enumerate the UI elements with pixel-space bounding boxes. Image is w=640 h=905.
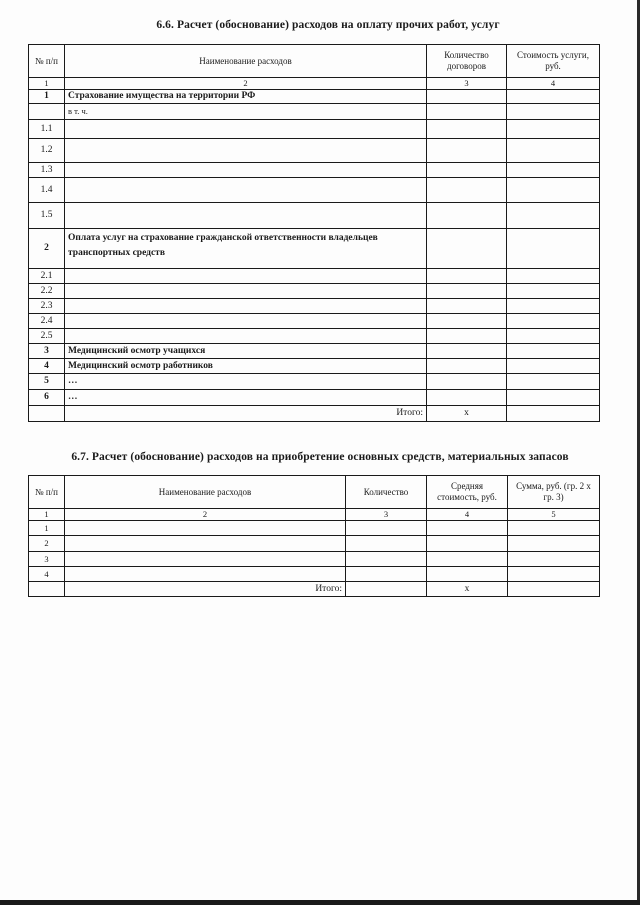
row-num: 4 <box>29 359 65 374</box>
row-name: Медицинский осмотр учащихся <box>65 344 427 359</box>
row-cost-cell[interactable] <box>507 299 600 314</box>
row-num: 1.4 <box>29 178 65 203</box>
row-count-cell[interactable] <box>427 139 507 163</box>
header-count: Количество договоров <box>427 45 507 78</box>
total-cost-cell[interactable] <box>507 406 600 422</box>
row-count-cell[interactable] <box>427 90 507 104</box>
total-count: x <box>427 406 507 422</box>
row-sum-cell[interactable] <box>508 536 600 552</box>
row-num <box>29 104 65 120</box>
row-name-cell[interactable] <box>65 178 427 203</box>
row-name-cell[interactable] <box>65 521 346 536</box>
total-qty-cell[interactable] <box>346 582 427 597</box>
col-number: 3 <box>346 509 427 521</box>
row-cost-cell[interactable] <box>507 269 600 284</box>
table-row <box>29 329 600 344</box>
row-num: 1.1 <box>29 120 65 139</box>
row-count-cell[interactable] <box>427 120 507 139</box>
row-sum-cell[interactable] <box>508 567 600 582</box>
row-cost-cell[interactable] <box>507 390 600 406</box>
col-number: 3 <box>427 78 507 90</box>
row-count-cell[interactable] <box>427 269 507 284</box>
row-qty-cell[interactable] <box>346 536 427 552</box>
row-cost-cell[interactable] <box>507 203 600 229</box>
row-cost-cell[interactable] <box>507 359 600 374</box>
row-num: 2.5 <box>29 329 65 344</box>
row-count-cell[interactable] <box>427 314 507 329</box>
row-name-cell[interactable] <box>65 163 427 178</box>
row-sum-cell[interactable] <box>508 521 600 536</box>
table-row <box>29 229 600 269</box>
table-row <box>29 178 600 203</box>
row-num: 1.2 <box>29 139 65 163</box>
row-num: 1.5 <box>29 203 65 229</box>
total-spacer <box>29 406 65 422</box>
table-row <box>29 284 600 299</box>
row-cost-cell[interactable] <box>507 120 600 139</box>
header-avg: Средняя стоимость, руб. <box>427 476 508 509</box>
row-cost-cell[interactable] <box>507 344 600 359</box>
table-header-row <box>29 45 600 78</box>
table-row <box>29 314 600 329</box>
row-count-cell[interactable] <box>427 390 507 406</box>
col-number: 5 <box>508 509 600 521</box>
row-num: 1 <box>29 90 65 104</box>
column-number-row <box>29 509 600 521</box>
row-name: Страхование имущества на территории РФ <box>65 90 427 104</box>
row-name-cell[interactable] <box>65 269 427 284</box>
row-name-cell[interactable] <box>65 314 427 329</box>
total-avg: x <box>427 582 508 597</box>
table-row <box>29 359 600 374</box>
row-num: 2.4 <box>29 314 65 329</box>
row-qty-cell[interactable] <box>346 552 427 567</box>
row-qty-cell[interactable] <box>346 521 427 536</box>
row-count-cell[interactable] <box>427 163 507 178</box>
row-cost-cell[interactable] <box>507 90 600 104</box>
row-name-cell[interactable] <box>65 329 427 344</box>
row-sum-cell[interactable] <box>508 552 600 567</box>
row-num: 4 <box>29 567 65 582</box>
header-num: № п/п <box>29 45 65 78</box>
row-count-cell[interactable] <box>427 344 507 359</box>
header-cost: Стоимость услуги, руб. <box>507 45 600 78</box>
table-row <box>29 120 600 139</box>
row-avg-cell[interactable] <box>427 552 508 567</box>
row-name-cell[interactable] <box>65 299 427 314</box>
table-row <box>29 374 600 390</box>
row-count-cell[interactable] <box>427 203 507 229</box>
row-name-cell[interactable] <box>65 139 427 163</box>
column-number-row <box>29 78 600 90</box>
row-count-cell[interactable] <box>427 299 507 314</box>
col-number: 1 <box>29 509 65 521</box>
row-num: 2.2 <box>29 284 65 299</box>
table-row <box>29 299 600 314</box>
total-row <box>29 582 600 597</box>
table-other-works-services <box>28 44 600 422</box>
header-name: Наименование расходов <box>65 45 427 78</box>
scan-edge-bottom <box>0 900 640 905</box>
row-name-cell[interactable] <box>65 552 346 567</box>
col-number: 2 <box>65 78 427 90</box>
row-name-cell[interactable] <box>65 284 427 299</box>
header-num: № п/п <box>29 476 65 509</box>
row-cost-cell[interactable] <box>507 314 600 329</box>
row-name: Медицинский осмотр работников <box>65 359 427 374</box>
header-sum: Сумма, руб. (гр. 2 х гр. 3) <box>508 476 600 509</box>
row-name: Оплата услуг на страхование гражданской ответственности владельцев транспортных средств <box>65 229 427 269</box>
row-count-cell[interactable] <box>427 229 507 269</box>
table-row <box>29 104 600 120</box>
section-6-6-title: 6.6. Расчет (обоснование) расходов на оплату прочих работ, услуг <box>156 19 500 31</box>
row-num: 2 <box>29 229 65 269</box>
table-row <box>29 163 600 178</box>
row-cost-cell[interactable] <box>507 178 600 203</box>
row-num: 3 <box>29 552 65 567</box>
col-number: 4 <box>427 509 508 521</box>
row-name-cell[interactable] <box>65 203 427 229</box>
row-avg-cell[interactable] <box>427 521 508 536</box>
total-spacer <box>29 582 65 597</box>
row-name: в т. ч. <box>65 104 427 120</box>
table-fixed-assets <box>28 475 600 597</box>
total-row <box>29 406 600 422</box>
table-row <box>29 536 600 552</box>
table-header-row <box>29 476 600 509</box>
table-row <box>29 390 600 406</box>
table-row <box>29 552 600 567</box>
row-count-cell[interactable] <box>427 284 507 299</box>
row-avg-cell[interactable] <box>427 567 508 582</box>
row-num: 6 <box>29 390 65 406</box>
header-qty: Количество <box>346 476 427 509</box>
row-name: … <box>65 390 427 406</box>
table-row <box>29 269 600 284</box>
col-number: 1 <box>29 78 65 90</box>
row-num: 2.1 <box>29 269 65 284</box>
row-count-cell[interactable] <box>427 374 507 390</box>
col-number: 2 <box>65 509 346 521</box>
row-cost-cell[interactable] <box>507 104 600 120</box>
row-num: 2 <box>29 536 65 552</box>
col-number: 4 <box>507 78 600 90</box>
row-qty-cell[interactable] <box>346 567 427 582</box>
table-row <box>29 139 600 163</box>
row-cost-cell[interactable] <box>507 163 600 178</box>
row-num: 2.3 <box>29 299 65 314</box>
total-sum-cell[interactable] <box>508 582 600 597</box>
table-row <box>29 521 600 536</box>
row-cost-cell[interactable] <box>507 284 600 299</box>
table-row <box>29 344 600 359</box>
row-cost-cell[interactable] <box>507 229 600 269</box>
row-cost-cell[interactable] <box>507 329 600 344</box>
table-row <box>29 90 600 104</box>
row-avg-cell[interactable] <box>427 536 508 552</box>
row-num: 1.3 <box>29 163 65 178</box>
row-count-cell[interactable] <box>427 104 507 120</box>
header-name: Наименование расходов <box>65 476 346 509</box>
row-name-cell[interactable] <box>65 120 427 139</box>
section-6-7-title: 6.7. Расчет (обоснование) расходов на приобретение основных средств, материальных запасов <box>71 451 569 463</box>
row-cost-cell[interactable] <box>507 374 600 390</box>
row-num: 1 <box>29 521 65 536</box>
row-count-cell[interactable] <box>427 329 507 344</box>
row-num: 3 <box>29 344 65 359</box>
row-name-cell[interactable] <box>65 536 346 552</box>
row-name-cell[interactable] <box>65 567 346 582</box>
table-row <box>29 203 600 229</box>
row-cost-cell[interactable] <box>507 139 600 163</box>
row-name: … <box>65 374 427 390</box>
total-label: Итого: <box>65 582 346 597</box>
row-num: 5 <box>29 374 65 390</box>
table-row <box>29 567 600 582</box>
total-label: Итого: <box>65 406 427 422</box>
row-count-cell[interactable] <box>427 359 507 374</box>
row-count-cell[interactable] <box>427 178 507 203</box>
